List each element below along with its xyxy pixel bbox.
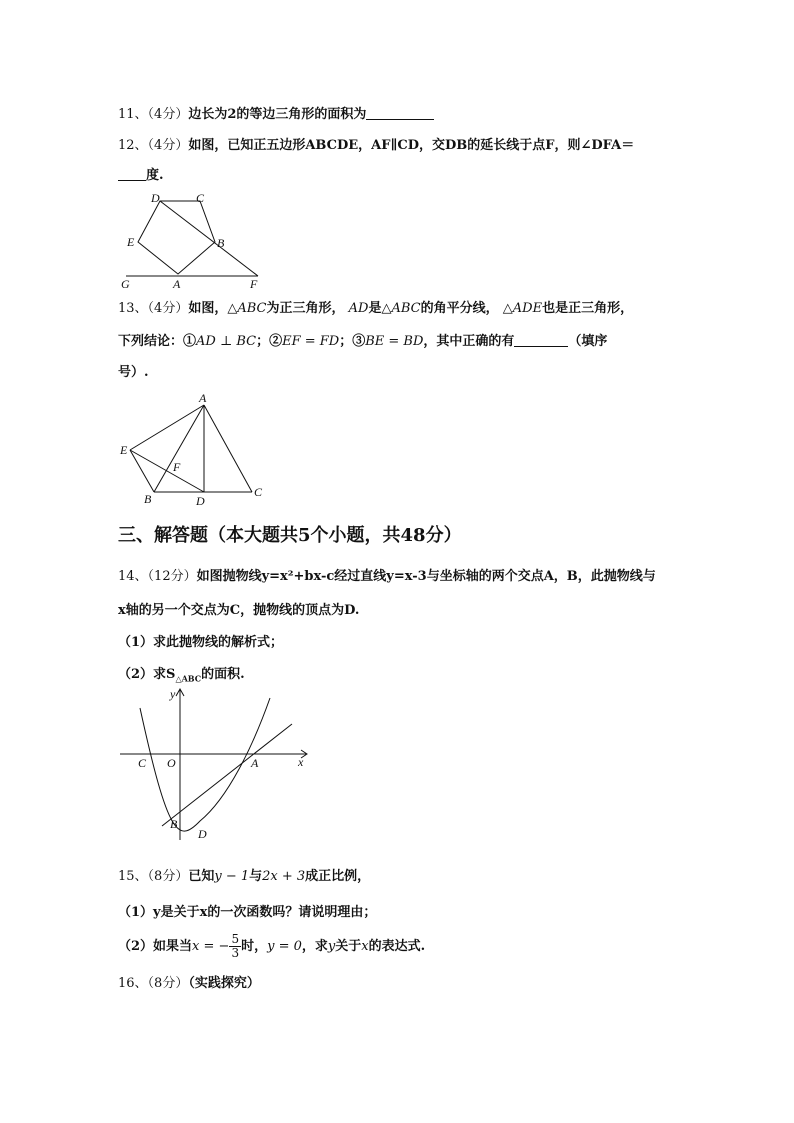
- label-a: A: [199, 391, 207, 405]
- answer-blank: [118, 166, 146, 181]
- question-13: 13、（4分）如图，△ABC为正三角形， AD是△ABC的角平分线， △ADE也是正三角形，: [118, 301, 634, 316]
- label-c: C: [138, 756, 147, 770]
- label-c: C: [196, 191, 205, 205]
- label-x: x: [298, 755, 304, 769]
- answer-blank: [514, 332, 568, 347]
- line-ed: [130, 450, 204, 492]
- line-ab: [162, 724, 292, 826]
- answer-blank: [366, 105, 434, 120]
- question-12: 12、（4分）如图，已知正五边形ABCDE，AF∥CD，交DB的延长线于点F，则∠DFA＝: [118, 138, 635, 153]
- pentagon-shape: [138, 201, 215, 274]
- label-c: C: [254, 485, 263, 499]
- label-e: E: [127, 235, 135, 249]
- label-f: F: [250, 277, 258, 291]
- label-d: D: [198, 827, 207, 841]
- line-ac: [204, 405, 252, 492]
- fraction: $\frac{5}{3}$: [231, 932, 240, 960]
- label-a: A: [251, 756, 259, 770]
- question-14-part1: （1）求此抛物线的解析式；: [118, 635, 284, 650]
- line-ab: [154, 405, 204, 492]
- question-12-cont: 度.: [118, 166, 164, 185]
- question-15: 15、（8分）已知y − 1与2x + 3成正比例，: [118, 869, 371, 884]
- line-df: [160, 201, 258, 276]
- line-ae: [130, 405, 204, 450]
- label-b: B: [217, 236, 225, 250]
- question-11: 11、（4分）边长为2的等边三角形的面积为: [118, 105, 434, 124]
- label-b: B: [144, 492, 152, 506]
- section-heading: 三、解答题（本大题共5个小题，共48分）: [118, 525, 462, 546]
- parabola-figure: [118, 686, 313, 846]
- label-d: D: [151, 191, 160, 205]
- label-d: D: [196, 494, 205, 508]
- label-a: A: [173, 277, 181, 291]
- label-f: F: [173, 460, 181, 474]
- triangle-figure: [118, 390, 273, 510]
- label-b: B: [170, 817, 178, 831]
- question-15-part1: （1）y是关于x的一次函数吗？请说明理由；: [118, 905, 377, 920]
- question-13-cont2: 号）.: [118, 365, 149, 380]
- question-15-part2: （2）如果当x = − $\frac{5}{3}$ 时，y = 0，求y关于x的表达式.: [118, 932, 426, 960]
- question-16: 16、（8分）（实践探究）: [118, 976, 260, 991]
- pentagon-figure: [118, 188, 268, 292]
- question-14-cont: x轴的另一个交点为C，抛物线的顶点为D.: [118, 603, 360, 618]
- question-14: 14、（12分）如图抛物线y=x²+bx-c经过直线y=x-3与坐标轴的两个交点A，B，此抛物线与: [118, 569, 656, 584]
- question-14-part2: （2）求$S_{\triangle ABC}$的面积.: [118, 667, 245, 684]
- label-y: y: [170, 687, 176, 701]
- label-o: O: [167, 756, 176, 770]
- question-13-cont: 下列结论：①AD ⊥ BC；②EF = FD；③BE = BD，其中正确的有 （填序: [118, 334, 608, 349]
- label-g: G: [121, 277, 130, 291]
- label-e: E: [120, 443, 128, 457]
